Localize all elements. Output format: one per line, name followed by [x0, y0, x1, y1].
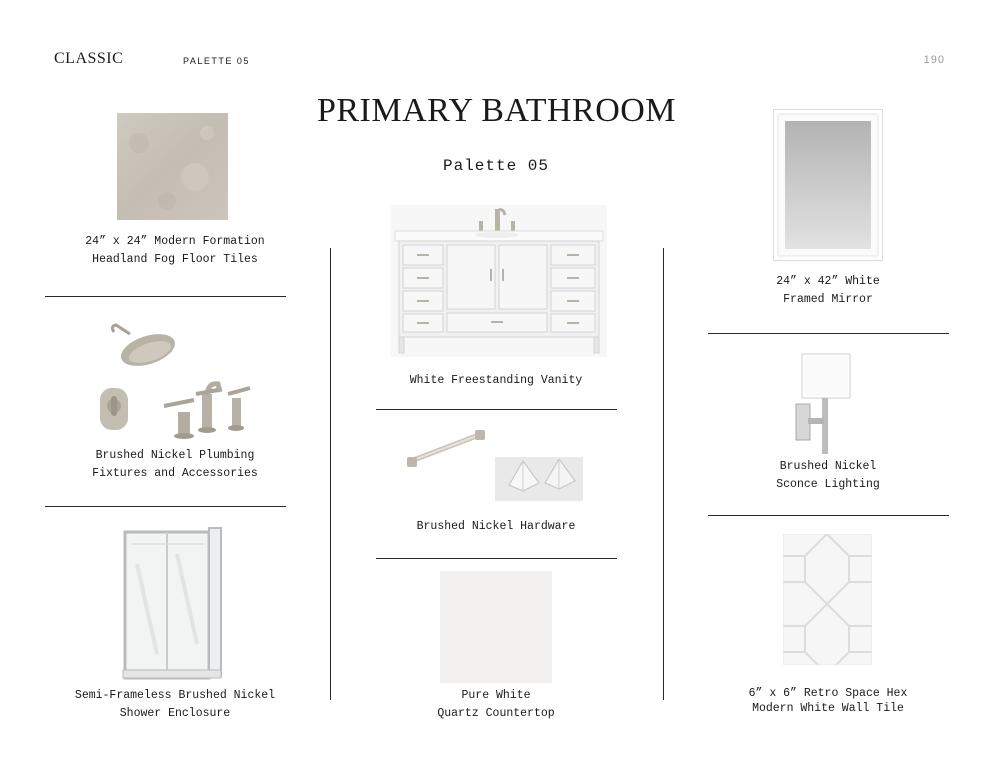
- sconce-caption-line2: Sconce Lighting: [776, 478, 880, 491]
- towel-bar-icon: [407, 430, 485, 467]
- divider-center-1: [376, 409, 617, 410]
- countertop-caption: [366, 687, 626, 723]
- wall-tile-caption-line2: Modern White Wall Tile: [752, 702, 904, 715]
- divider-right-2: [708, 515, 949, 516]
- mirror-caption-line1: 24” x 42” White: [776, 275, 880, 288]
- countertop-caption-line1: Pure White: [461, 689, 531, 702]
- plumbing-fixtures-image: [96, 320, 256, 440]
- divider-vertical-right: [663, 248, 664, 700]
- shower-caption-line2: Shower Enclosure: [119, 707, 231, 720]
- shower-enclosure-image: [117, 524, 227, 682]
- cabinet-knob-icon: [495, 457, 583, 501]
- vanity-image: [391, 205, 607, 357]
- shower-caption: [45, 687, 305, 723]
- faucet-icon: [196, 384, 250, 433]
- divider-center-2: [376, 558, 617, 559]
- hardware-image: [405, 425, 585, 503]
- palette-label: PALETTE 05: [183, 56, 250, 66]
- divider-left-1: [45, 296, 286, 297]
- floor-tile-caption-line1: 24” x 24” Modern Formation: [85, 235, 265, 248]
- divider-vertical-left: [330, 248, 331, 700]
- countertop-caption-line2: Quartz Countertop: [437, 707, 555, 720]
- wall-tile-image: [783, 534, 872, 665]
- hardware-caption-line1: Brushed Nickel Hardware: [416, 520, 576, 533]
- divider-left-2: [45, 506, 286, 507]
- page-title: PRIMARY BATHROOM: [316, 92, 677, 129]
- mirror-caption-line2: Framed Mirror: [783, 293, 873, 306]
- plumbing-caption-line2: Fixtures and Accessories: [92, 467, 258, 480]
- wall-tile-caption-line1: 6” x 6” Retro Space Hex: [748, 687, 908, 700]
- plumbing-caption-line1: Brushed Nickel Plumbing: [95, 449, 255, 462]
- plumbing-caption: [45, 447, 305, 483]
- valve-trim-icon: [100, 388, 128, 430]
- hardware-caption: [366, 518, 626, 536]
- shower-head-icon: [112, 325, 179, 372]
- page-subtitle: Palette 05: [442, 157, 549, 175]
- sconce-image: [794, 352, 854, 456]
- brand-name: CLASSIC: [54, 50, 124, 67]
- sconce-caption-line1: Brushed Nickel: [779, 460, 877, 473]
- vanity-caption-line1: White Freestanding Vanity: [409, 374, 583, 387]
- page-number: 190: [923, 54, 945, 66]
- faucet-handle-icon: [164, 400, 194, 439]
- countertop-swatch: [440, 571, 552, 683]
- wall-tile-caption: [698, 686, 958, 716]
- floor-tile-image: [117, 113, 228, 220]
- mirror-image: [773, 109, 883, 261]
- mirror-caption: [698, 273, 958, 309]
- sconce-caption: [698, 458, 958, 494]
- vanity-caption: [366, 372, 626, 390]
- shower-caption-line1: Semi-Frameless Brushed Nickel: [74, 689, 276, 702]
- floor-tile-caption-line2: Headland Fog Floor Tiles: [92, 253, 258, 266]
- divider-right-1: [708, 333, 949, 334]
- floor-tile-caption: [45, 233, 305, 269]
